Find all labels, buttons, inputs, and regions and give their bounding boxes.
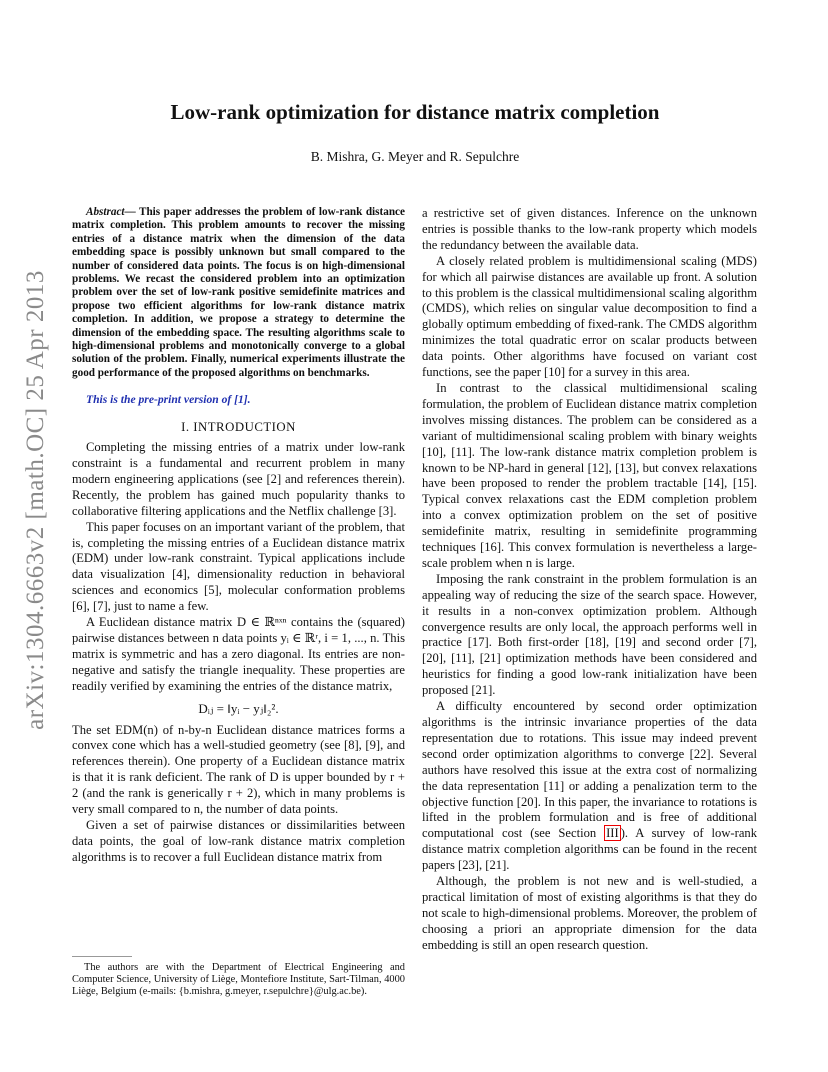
abstract-lead: Abstract (86, 206, 125, 218)
preprint-note[interactable]: This is the pre-print version of [1]. (86, 393, 251, 407)
section-iii-link[interactable]: III (606, 826, 619, 841)
right-paragraph-5-b: ). A survey of low-rank distance matrix completion algorithms can be found in the recent papers [23], [21]. (422, 826, 757, 873)
right-paragraph-5-a: A difficulty encountered by second order optimization algorithms is the intrinsic invariance properties of the data representation due to rotations. This issue may indeed prevent second order optimization algorithms to converge [22]. Several authors have resolved this issue at the extra cost of normalizing the data representation [11] or adding a penalization term to the objective function [20]. In this paper, the invariance to rotations is lifted in the problem formulation and is free of additional computational cost (see Section (422, 699, 757, 841)
paper-authors: B. Mishra, G. Meyer and R. Sepulchre (310, 149, 520, 164)
left-column (72, 206, 405, 866)
right-paragraph-3: In contrast to the classical multidimensional scaling formulation, the problem of Euclidean distance matrix completion involves missing distances. The problem can be considered as a variant of multidimensional scaling problem with binary weights [10], [11]. The low-rank distance matrix completion problem is known to be NP-hard in general [12], [13], but convex relaxations have been proposed to render the problem tractable [14], [15]. Typical convex relaxations cast the EDM completion problem into a convex optimization problem on the set of positive semidefinite matrix, resulting in semidefinite programming techniques [16]. This convex formulation is nevertheless a large-scale problem when n is large. (422, 380, 757, 570)
abstract (72, 206, 405, 380)
distance-equation: Dᵢⱼ = ‖yᵢ − yⱼ‖₂². (198, 700, 279, 716)
section-title-introduction: I. INTRODUCTION (181, 420, 296, 435)
right-paragraph-2: A closely related problem is multidimensional scaling (MDS) for which all pairwise distances are available up front. A solution to this problem is the classical multidimensional scaling algorithm (CMDS), which relies on singular value decomposition to find a globally optimum embedding of fixed-rank. The CMDS algorithm minimizes the total quadratic error on scalar products between data points. Other algorithms have focused on variant cost functions, see the paper [10] for a survey in this area. (422, 253, 757, 380)
right-paragraph-6: Although, the problem is not new and is well-studied, a practical limitation of most of existing algorithms is that they do not scale to high-dimensional problems. Moreover, the problem of choosing a priori an appropriate dimension for the data embedding is still an open research question. (422, 874, 757, 952)
right-paragraph-5 (422, 699, 757, 874)
intro-paragraph-3: A Euclidean distance matrix D ∈ ℝⁿˣⁿ contains the (squared) pairwise distances between n data points yᵢ ∈ ℝʳ, i = 1, ..., n. This matrix is symmetric and has a zero diagonal. Its entries are non-negative and satisfy the triangle inequality. These properties are readily verified by examining the entries of the distance matrix, (72, 615, 405, 693)
author-footnote: The authors are with the Department of Electrical Engineering and Computer Science, University of Liège, Montefiore Institute, Sart-Tilman, 4000 Liège, Belgium (e-mails: {b.mishra, g.meyer, r.sepulchre}@ulg.ac.be). (72, 962, 405, 998)
right-paragraph-4: Imposing the rank constraint in the problem formulation is an appealing way of reducing the size of the search space. However, it results in a non-convex optimization problem. Although convergence results are only local, the approach performs well in practice [17]. Both first-order [18], [19] and second order [7], [20], [11], [21] optimization methods have been considered and heuristics for finding a good low-rank initialization have been proposed [21]. (422, 571, 757, 698)
paper-title: Low-rank optimization for distance matrix completion (170, 100, 660, 124)
arxiv-identifier: arXiv:1304.6663v2 [math.OC] 25 Apr 2013 (22, 270, 49, 730)
intro-paragraph-5: Given a set of pairwise distances or dissimilarities between data points, the goal of low-rank distance matrix completion algorithms is to recover a full Euclidean distance matrix from (72, 817, 405, 864)
footnote-rule (72, 956, 132, 957)
intro-paragraph-4: The set EDM(n) of n-by-n Euclidean distance matrices forms a convex cone which has a well-studied geometry (see [8], [9], and references therein). One property of a Euclidean distance matrix is that it is rank deficient. The rank of D is upper bounded by r + 2 (and the rank is generically r + 2), which in many problems is very small compared to n, the number of data points. (72, 722, 405, 817)
intro-paragraph-1: Completing the missing entries of a matrix under low-rank constraint is a fundamental and recurrent problem in many modern engineering applications (see [2] and references therein). Recently, the problem has gained much popularity thanks to collaborative filtering applications and the Netflix challenge [3]. (72, 440, 405, 518)
intro-paragraph-2: This paper focuses on an important variant of the problem, that is, completing the missing entries of a Euclidean distance matrix (EDM) under low-rank constraint. Typical applications include data visualization [4], dimensionality reduction in behavioral sciences and economics [5], molecular conformation problems [6], [7], just to name a few. (72, 519, 405, 614)
right-paragraph-1: a restrictive set of given distances. Inference on the unknown entries is possible thanks to the low-rank property which models the redundancy between the available data. (422, 206, 757, 252)
right-column (422, 206, 757, 954)
abstract-text: — This paper addresses the problem of low-rank distance matrix completion. This problem amounts to recover the missing entries of a distance matrix when the dimension of the data embedding space is possibly unknown but small compared to the number of considered data points. The focus is on high-dimensional problems. We recast the considered problem into an optimization problem over the set of low-rank positive semidefinite matrices and propose two efficient algorithms for low-rank distance matrix completion. In addition, we propose a strategy to determine the dimension of the embedding space. The resulting algorithms scale to high-dimensional problems and monotonically converge to a global solution of the problem. Finally, numerical experiments illustrate the good performance of the proposed algorithms on benchmarks. (72, 206, 405, 379)
arxiv-sidebar-stamp (22, 240, 50, 760)
